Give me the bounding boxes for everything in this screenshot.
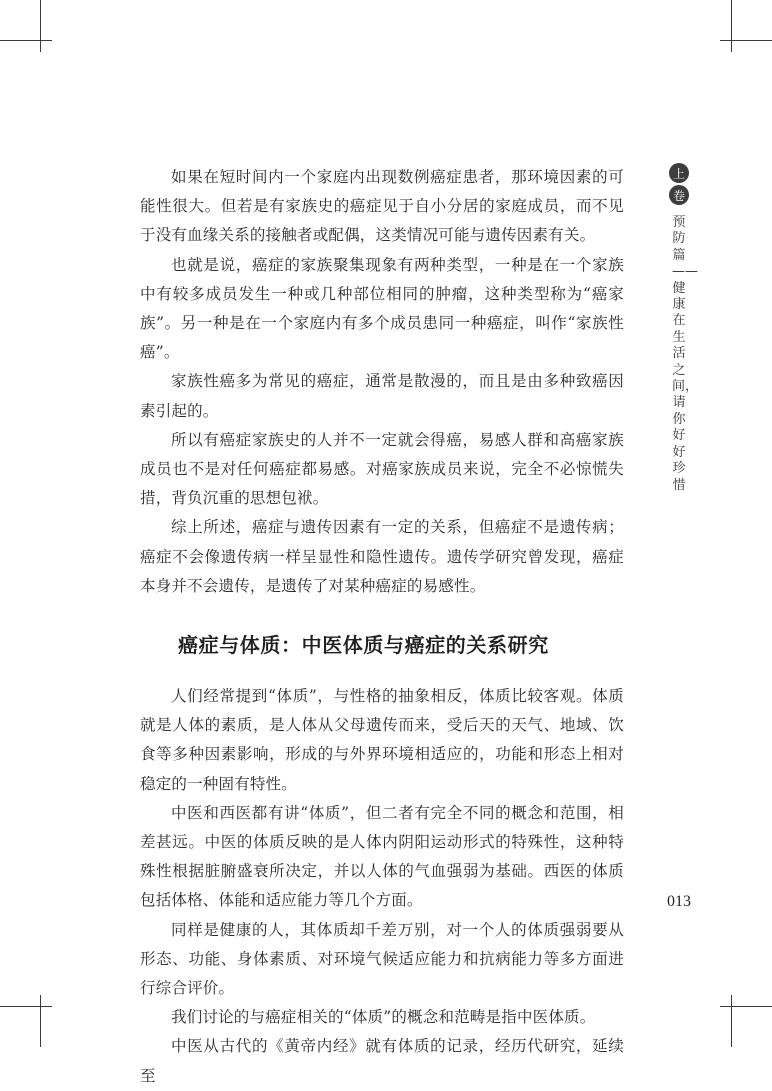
running-title: 预防篇——健康在生活之间，请你好好珍惜 <box>672 215 699 493</box>
body-paragraph: 中医和西医都有讲“体质”，但二者有完全不同的概念和范围，相差甚远。中医的体质反映的是人体内阴阳运动形式的特殊性，这种特殊性根据脏腑盛衰所决定，并以人体的气血强弱为基础。西医的体质包括体格、体能和适应能力等几个方面。 <box>140 803 624 910</box>
crop-mark-top-right-horizontal <box>720 40 772 41</box>
main-body-text <box>140 163 624 1091</box>
body-paragraph: 家族性癌多为常见的癌症，通常是散漫的，而且是由多种致癌因素引起的。 <box>140 372 624 420</box>
crop-mark-bottom-left-vertical <box>40 995 41 1047</box>
body-paragraph: 也就是说，癌症的家族聚集现象有两种类型，一种是在一个家族中有较多成员发生一种或几种部位相同的肿瘤，这种类型称为“癌家族”。另一种是在一个家庭内有多个成员患同一种癌症，叫作“家族性癌”。 <box>140 255 624 362</box>
crop-mark-bottom-right-horizontal <box>720 1006 772 1007</box>
section-title: 癌症与体质：中医体质与癌症的关系研究 <box>178 633 549 658</box>
body-paragraph: 中医从古代的《黄帝内经》就有体质的记录，经历代研究，延续至 <box>140 1037 624 1085</box>
crop-mark-top-left-horizontal <box>0 40 52 41</box>
body-paragraph: 人们经常提到“体质”，与性格的抽象相反，体质比较客观。体质就是人体的素质，是人体从父母遗传而来，受后天的天气、地域、饮食等多种因素影响，形成的与外界环境相适应的，功能和形态上相对稳定的一种固有特性。 <box>140 687 624 793</box>
volume-badge: 卷 <box>669 185 689 205</box>
crop-mark-top-right-vertical <box>731 0 732 52</box>
body-paragraph: 综上所述，癌症与遗传因素有一定的关系，但癌症不是遗传病；癌症不会像遗传病一样呈显性和隐性遗传。遗传学研究曾发现，癌症本身并不会遗传，是遗传了对某种癌症的易感性。 <box>140 518 624 595</box>
crop-mark-top-left-vertical <box>40 0 41 52</box>
crop-mark-bottom-right-vertical <box>731 995 732 1047</box>
page-number: 013 <box>667 893 691 910</box>
body-paragraph: 所以有癌症家族史的人并不一定就会得癌，易感人群和高癌家族成员也不是对任何癌症都易感。对癌家族成员来说，完全不必惊慌失措，背负沉重的思想包袱。 <box>140 430 624 508</box>
crop-mark-bottom-left-horizontal <box>0 1006 52 1007</box>
body-paragraph: 如果在短时间内一个家庭内出现数例癌症患者，那环境因素的可能性很大。但若是有家族史的癌症见于自小分居的家庭成员，而不见于没有血缘关系的接触者或配偶，这类情况可能与遗传因素有关。 <box>140 168 624 245</box>
body-paragraph: 我们讨论的与癌症相关的“体质”的概念和范畴是指中医体质。 <box>171 1008 596 1027</box>
body-paragraph: 同样是健康的人，其体质却千差万别，对一个人的体质强弱要从形态、功能、身体素质、对环境气候适应能力和抗病能力等多方面进行综合评价。 <box>140 920 624 998</box>
volume-badge: 上 <box>669 163 689 183</box>
running-header-sidebar <box>668 163 699 494</box>
